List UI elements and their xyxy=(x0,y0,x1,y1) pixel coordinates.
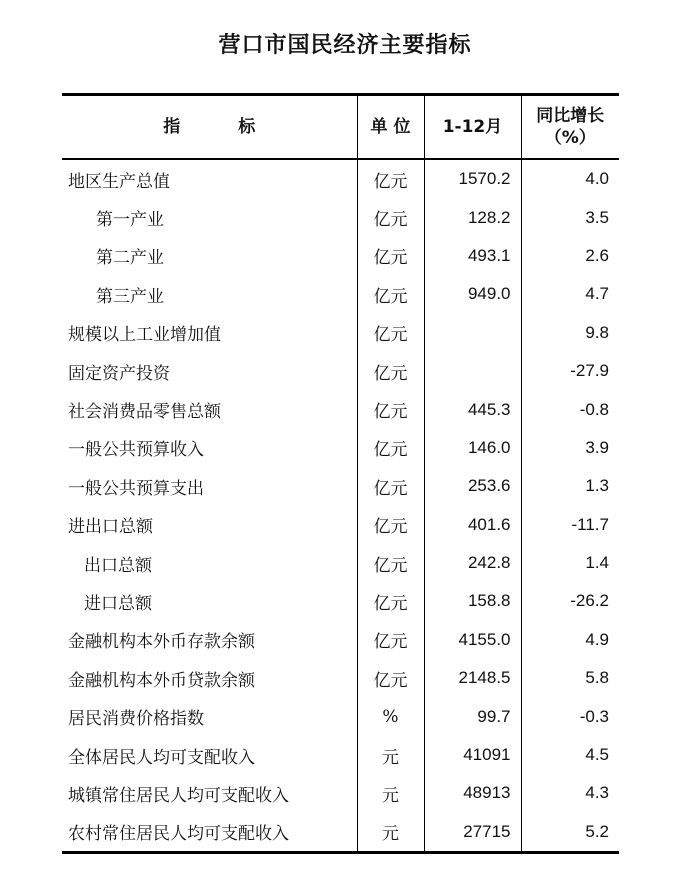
table-row xyxy=(62,621,619,659)
indicators-table xyxy=(62,93,619,854)
indicator-growth: -11.7 xyxy=(521,506,619,544)
indicator-name: 全体居民人均可支配收入 xyxy=(68,747,255,768)
indicator-value: 4155.0 xyxy=(424,621,521,659)
header-period: 1-12月 xyxy=(424,95,521,160)
table-row xyxy=(62,582,619,620)
indicator-name: 进出口总额 xyxy=(68,517,153,538)
indicator-value: 493.1 xyxy=(424,237,521,275)
indicator-name: 固定资产投资 xyxy=(68,363,170,384)
indicator-unit: 亿元 xyxy=(357,275,424,313)
indicator-unit: 亿元 xyxy=(357,582,424,620)
indicator-unit: 亿元 xyxy=(357,352,424,390)
indicator-name: 城镇常住居民人均可支配收入 xyxy=(68,785,289,806)
indicator-growth: 1.3 xyxy=(521,467,619,505)
indicator-unit: 亿元 xyxy=(357,621,424,659)
indicator-value: 2148.5 xyxy=(424,659,521,697)
indicator-unit: 亿元 xyxy=(357,467,424,505)
indicator-unit: 亿元 xyxy=(357,659,424,697)
header-growth: 同比增长 （%） xyxy=(521,95,619,160)
indicator-growth: 9.8 xyxy=(521,314,619,352)
indicator-growth: 4.3 xyxy=(521,774,619,812)
indicator-name: 金融机构本外币存款余额 xyxy=(68,632,255,653)
indicator-value: 158.8 xyxy=(424,582,521,620)
indicator-growth: 4.5 xyxy=(521,736,619,774)
indicator-value: 146.0 xyxy=(424,429,521,467)
indicator-name: 第二产业 xyxy=(96,248,164,269)
table-row xyxy=(62,659,619,697)
indicator-unit: 亿元 xyxy=(357,198,424,236)
indicator-growth: 4.0 xyxy=(521,159,619,198)
indicator-unit: 亿元 xyxy=(357,237,424,275)
indicator-growth: 4.7 xyxy=(521,275,619,313)
indicator-unit: 亿元 xyxy=(357,390,424,428)
indicator-unit: 元 xyxy=(357,774,424,812)
indicator-value: 48913 xyxy=(424,774,521,812)
table-row xyxy=(62,352,619,390)
indicator-name: 农村常住居民人均可支配收入 xyxy=(68,824,289,845)
indicator-growth: -0.8 xyxy=(521,390,619,428)
indicator-growth: 3.9 xyxy=(521,429,619,467)
indicator-value: 41091 xyxy=(424,736,521,774)
indicator-unit: 亿元 xyxy=(357,429,424,467)
table-row xyxy=(62,237,619,275)
indicator-name: 地区生产总值 xyxy=(68,171,170,192)
indicator-growth: -0.3 xyxy=(521,697,619,735)
indicator-unit: 亿元 xyxy=(357,314,424,352)
table-row xyxy=(62,275,619,313)
indicator-value: 949.0 xyxy=(424,275,521,313)
indicator-name: 一般公共预算支出 xyxy=(68,478,204,499)
indicator-growth: 2.6 xyxy=(521,237,619,275)
indicator-unit: % xyxy=(357,697,424,735)
table-row xyxy=(62,774,619,812)
indicator-name: 第一产业 xyxy=(96,210,164,231)
table-row xyxy=(62,467,619,505)
indicator-value: 1570.2 xyxy=(424,159,521,198)
table-row xyxy=(62,813,619,853)
indicator-growth: -26.2 xyxy=(521,582,619,620)
page-title: 营口市国民经济主要指标 xyxy=(218,33,472,58)
header-indicator: 指 标 xyxy=(62,95,357,160)
table-row xyxy=(62,697,619,735)
indicator-growth: 1.4 xyxy=(521,544,619,582)
indicator-name: 出口总额 xyxy=(84,555,152,576)
indicator-name: 金融机构本外币贷款余额 xyxy=(68,670,255,691)
table-row xyxy=(62,159,619,198)
table-row xyxy=(62,390,619,428)
indicator-name: 进口总额 xyxy=(84,593,152,614)
indicator-growth: -27.9 xyxy=(521,352,619,390)
indicator-value: 445.3 xyxy=(424,390,521,428)
indicator-growth: 4.9 xyxy=(521,621,619,659)
table-row xyxy=(62,314,619,352)
indicator-name: 一般公共预算收入 xyxy=(68,440,204,461)
indicator-value: 128.2 xyxy=(424,198,521,236)
indicator-unit: 亿元 xyxy=(357,159,424,198)
indicator-unit: 元 xyxy=(357,813,424,853)
indicator-growth: 5.8 xyxy=(521,659,619,697)
indicator-value: 401.6 xyxy=(424,506,521,544)
indicator-name: 规模以上工业增加值 xyxy=(68,325,221,346)
table-row xyxy=(62,544,619,582)
indicator-name: 社会消费品零售总额 xyxy=(68,402,221,423)
indicator-value xyxy=(424,314,521,352)
table-row xyxy=(62,198,619,236)
indicator-value: 242.8 xyxy=(424,544,521,582)
table-row xyxy=(62,736,619,774)
table-header-row xyxy=(62,95,619,160)
table-row xyxy=(62,429,619,467)
table-row xyxy=(62,506,619,544)
indicator-value xyxy=(424,352,521,390)
indicator-unit: 亿元 xyxy=(357,544,424,582)
indicator-name: 第三产业 xyxy=(96,286,164,307)
indicator-growth: 5.2 xyxy=(521,813,619,853)
header-unit: 单 位 xyxy=(357,95,424,160)
indicator-value: 27715 xyxy=(424,813,521,853)
indicator-value: 99.7 xyxy=(424,697,521,735)
indicator-unit: 元 xyxy=(357,736,424,774)
indicator-growth: 3.5 xyxy=(521,198,619,236)
indicator-name: 居民消费价格指数 xyxy=(68,709,204,730)
indicator-unit: 亿元 xyxy=(357,506,424,544)
indicator-value: 253.6 xyxy=(424,467,521,505)
